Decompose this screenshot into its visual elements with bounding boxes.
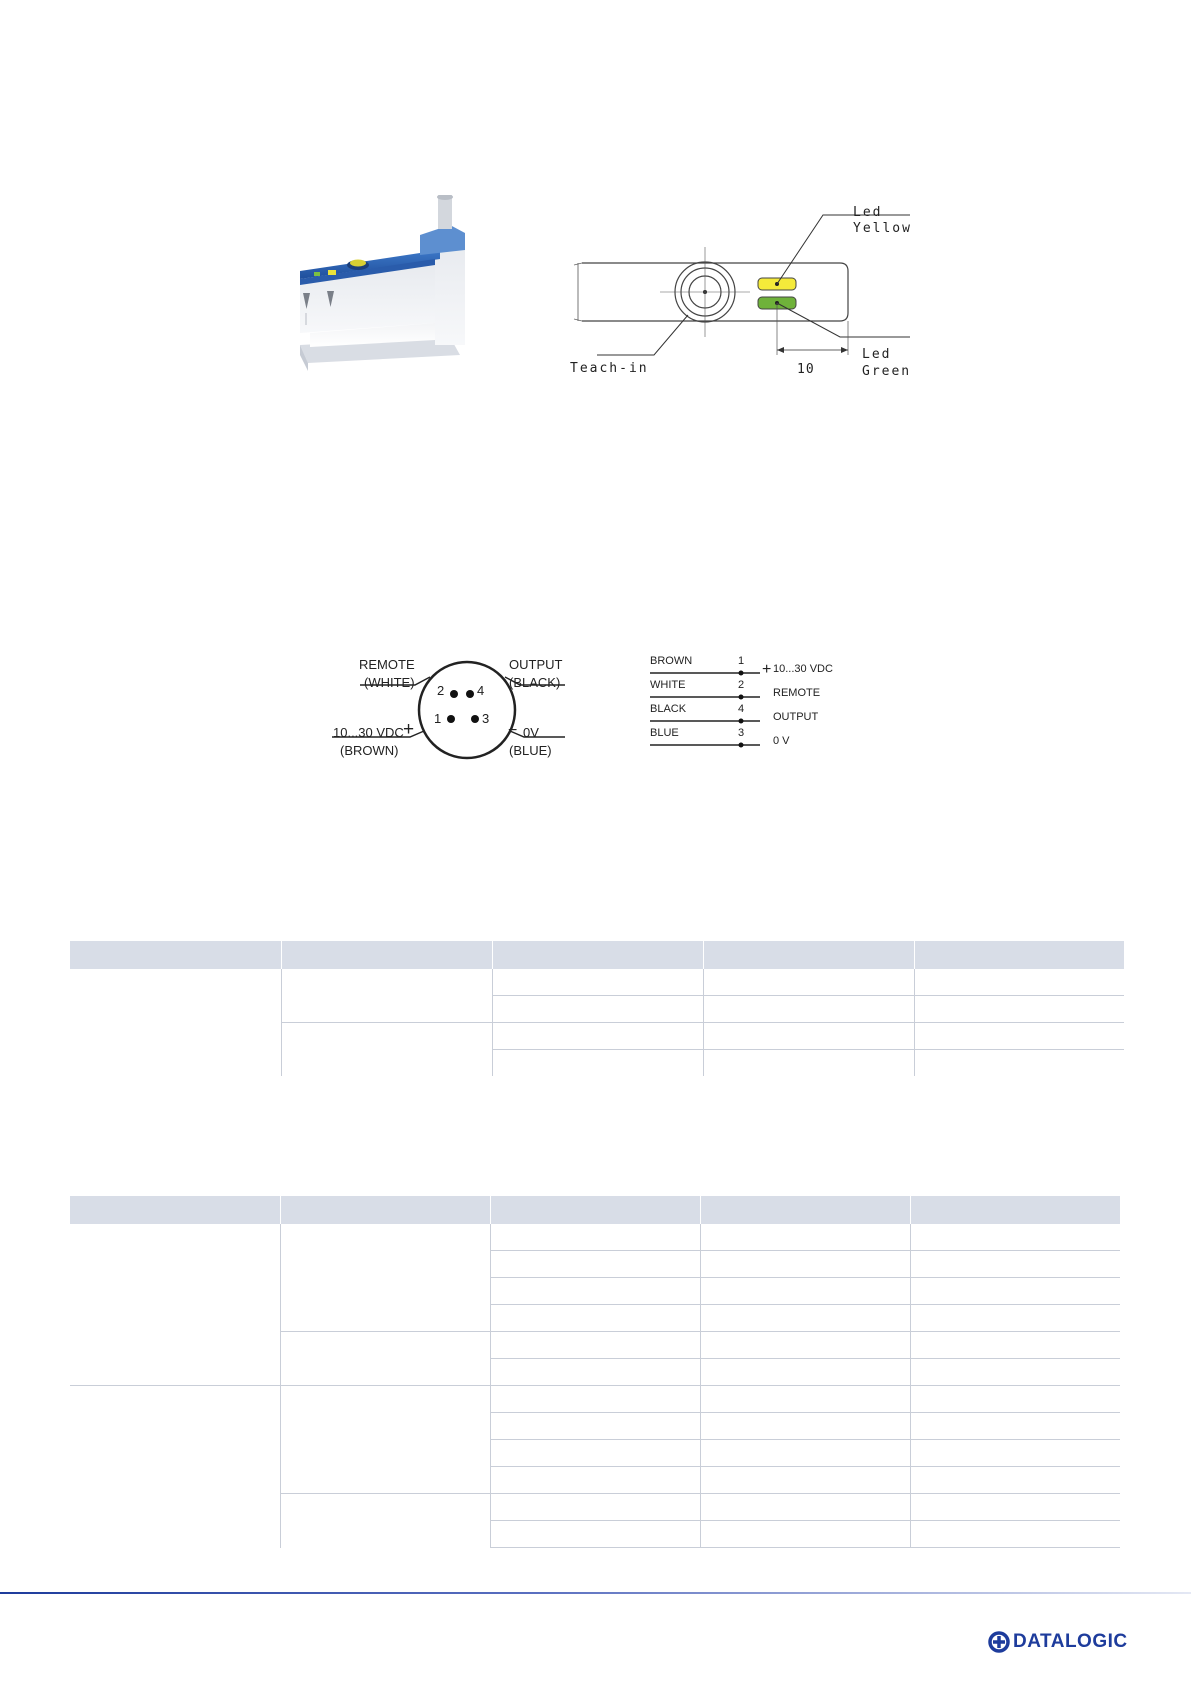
wire-blue-label: BLUE <box>650 727 679 739</box>
dimension-label: 10 <box>797 362 815 377</box>
table-header-row <box>70 941 1124 969</box>
brown-label: (BROWN) <box>340 743 399 758</box>
wire-brown-label: BROWN <box>650 655 693 667</box>
sensor-product-photo <box>300 195 500 405</box>
datalogic-logo[interactable] <box>988 1630 1128 1654</box>
minus-sign: − <box>508 722 518 739</box>
teach-in-label: Teach-in <box>570 361 649 376</box>
table-row <box>70 1386 1120 1413</box>
table-row <box>70 969 1124 996</box>
pin-4-label: 4 <box>477 683 485 698</box>
pin-1-label: 1 <box>434 711 442 726</box>
wire-black-signal: OUTPUT <box>773 711 819 723</box>
table-header-row <box>70 1196 1120 1224</box>
datalogic-wordmark: DATALOGIC <box>1013 1631 1128 1652</box>
wire-brown-plus: + <box>762 661 772 678</box>
wire-white-pin: 2 <box>738 679 745 691</box>
wire-black-pin: 4 <box>738 703 745 715</box>
remote-label: REMOTE <box>359 657 415 672</box>
model-table-1 <box>70 941 1124 1076</box>
wire-brown-pin: 1 <box>738 655 745 667</box>
output-label: OUTPUT <box>509 657 563 672</box>
led-yellow-label-line1: Led <box>853 205 883 220</box>
model-table-2 <box>70 1196 1120 1548</box>
datalogic-mark-icon <box>988 1631 1010 1653</box>
pin-2-label: 2 <box>437 683 445 698</box>
white-label: (WHITE) <box>364 675 415 690</box>
zero-v-label: 0V <box>523 725 539 740</box>
pin-3-label: 3 <box>482 711 490 726</box>
wire-blue-signal: 0 V <box>773 735 790 747</box>
wire-white-label: WHITE <box>650 679 686 691</box>
wire-white-signal: REMOTE <box>773 687 821 699</box>
blue-label: (BLUE) <box>509 743 552 758</box>
wire-black-label: BLACK <box>650 703 687 715</box>
wire-blue-pin: 3 <box>738 727 745 739</box>
plus-sign: + <box>403 719 415 740</box>
supply-label: 10...30 VDC <box>333 725 404 740</box>
wire-brown-signal: 10...30 VDC <box>773 663 833 675</box>
table-row <box>70 1224 1120 1251</box>
led-green-label-line2: Green <box>862 364 912 379</box>
led-yellow-label-line2: Yellow <box>853 221 912 236</box>
led-green-label-line1: Led <box>862 347 892 362</box>
footer-divider <box>0 1592 1191 1594</box>
black-label: (BLACK) <box>509 675 561 690</box>
